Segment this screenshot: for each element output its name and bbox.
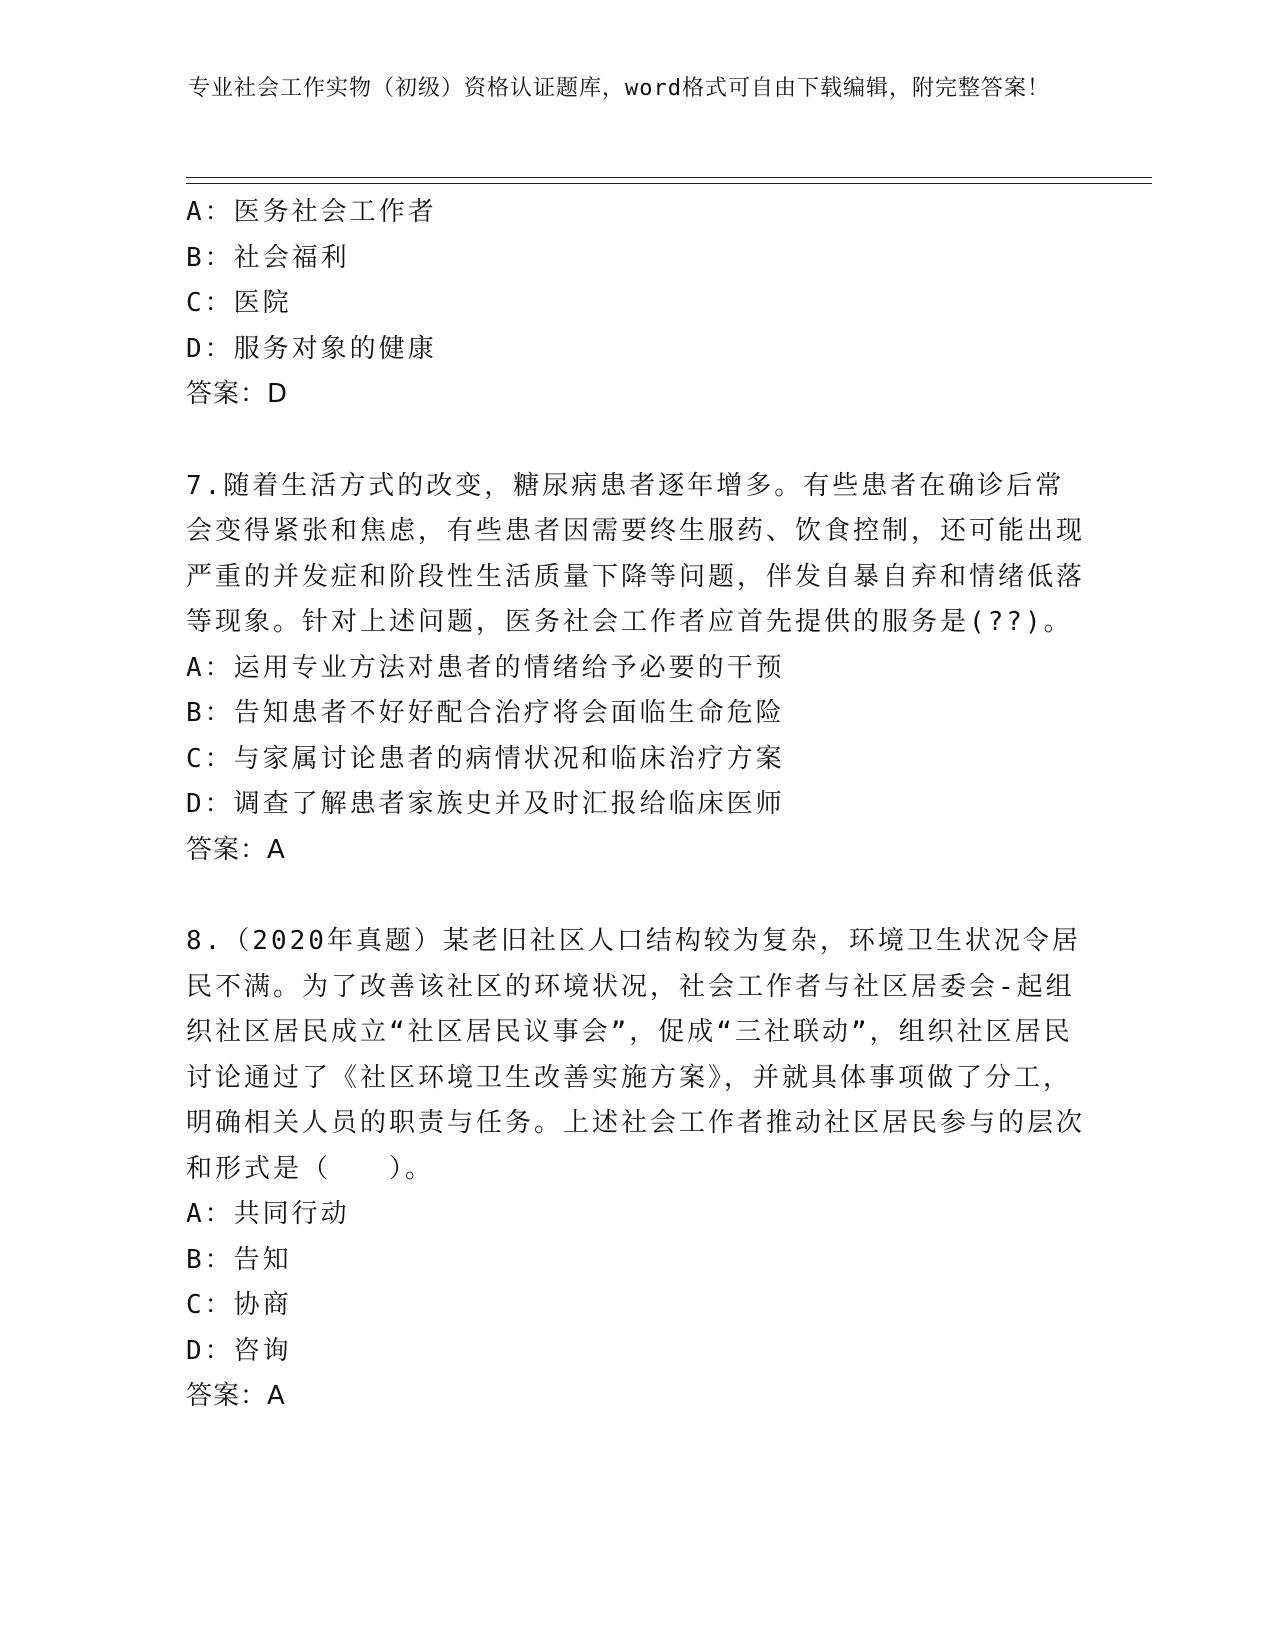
option-b: B：告知 — [186, 1244, 292, 1275]
option-a: A：共同行动 — [186, 1199, 350, 1229]
block-spacer — [186, 873, 1086, 919]
option-c: C：协商 — [186, 1290, 292, 1320]
question-block — [186, 464, 1086, 874]
question-text: 8.（2020年真题）某老旧社区人口结构较为复杂，环境卫生状况令居民不满。为了改善该社区的环境状况，社会工作者与社区居委会-起组织社区居民成立“社区居民议事会”，促成“三社联动”，组织社区居民讨论通过了《社区环境卫生改善实施方案》，并就具体事项做了分工，明确相关人员的职责与任务。上述社会工作者推动社区居民参与的层次和形式是（ ）。 — [186, 926, 1086, 1184]
header-rule-bottom — [186, 183, 1152, 184]
question-text: 7.随着生活方式的改变，糖尿病患者逐年增多。有些患者在确诊后常会变得紧张和焦虑，有些患者因需要终生服药、饮食控制，还可能出现严重的并发症和阶段性生活质量下降等问题，伴发自暴自弃和情绪低落等现象。针对上述问题，医务社会工作者应首先提供的服务是(??)。 — [186, 470, 1086, 637]
option-d: D：服务对象的健康 — [186, 333, 437, 364]
option-b: B：社会福利 — [186, 242, 350, 273]
option-d: D：咨询 — [186, 1335, 292, 1366]
question-block — [186, 190, 1086, 418]
option-d: D：调查了解患者家族史并及时汇报给临床医师 — [186, 789, 785, 819]
option-b: B：告知患者不好好配合治疗将会面临生命危险 — [186, 698, 785, 728]
header-rule-top — [186, 177, 1152, 178]
answer: 答案：A — [186, 834, 286, 865]
option-c: C：与家属讨论患者的病情状况和临床治疗方案 — [186, 743, 785, 774]
option-a: A：运用专业方法对患者的情绪给予必要的干预 — [186, 652, 785, 683]
option-a: A：医务社会工作者 — [186, 197, 437, 227]
option-c: C：医院 — [186, 288, 292, 318]
page-header: 专业社会工作实物（初级）资格认证题库，word格式可自由下载编辑，附完整答案！ — [188, 76, 1050, 101]
question-block — [186, 919, 1086, 1420]
block-spacer — [186, 418, 1086, 464]
question-list — [186, 190, 1086, 1420]
answer: 答案：D — [186, 379, 289, 409]
answer: 答案：A — [186, 1381, 286, 1411]
